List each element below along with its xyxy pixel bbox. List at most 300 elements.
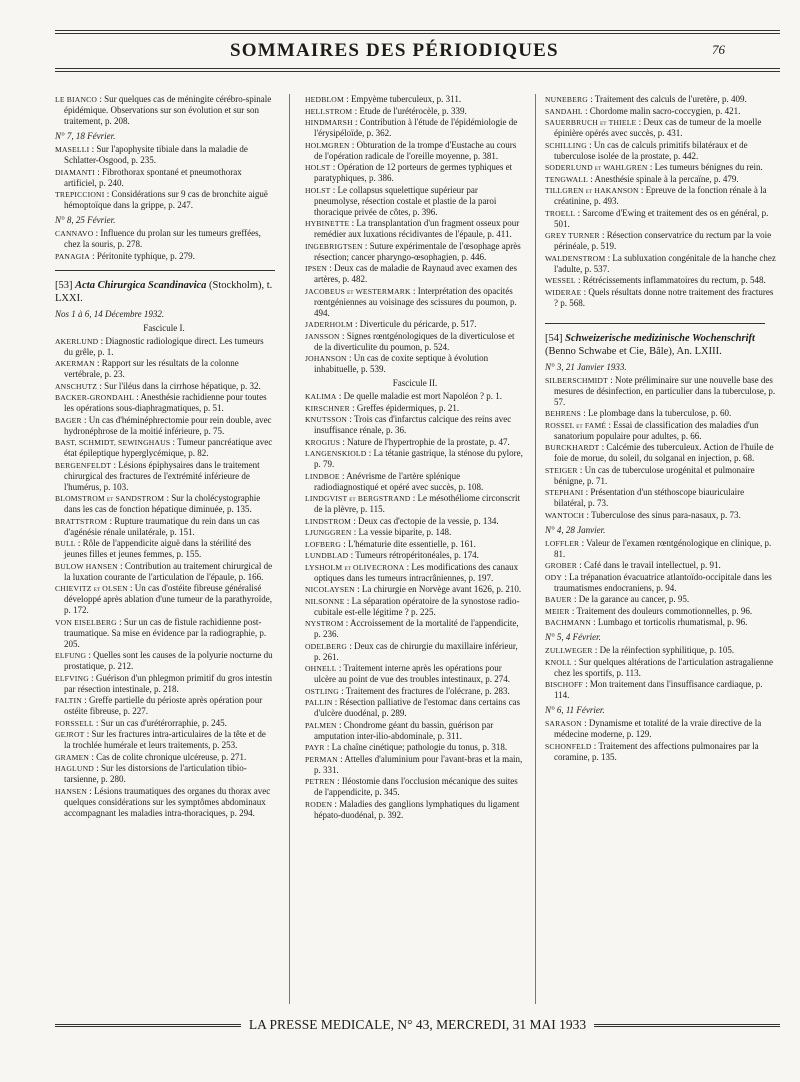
entry-author: ZULLWEGER <box>545 646 593 655</box>
entry <box>545 594 777 605</box>
entry <box>545 657 777 679</box>
entry <box>305 286 525 319</box>
journal-subtitle: (Stockholm), t. LXXI. <box>55 279 273 304</box>
entry-text: : Le collapsus squelettique supérieur par pneumolyse, résection costale et plastie de la paroi thoracique privée de côtes, p. 396. <box>314 184 497 217</box>
entry <box>305 527 525 538</box>
entry-text: : La trépanation évacuatrice atlantoïdo-occipitale dans les traumatismes endocraniens, p. 94. <box>554 571 772 593</box>
entry-author: WALDENSTROM <box>545 253 606 263</box>
entry-text: : Tumeurs rétropéritonéales, p. 174. <box>350 550 479 560</box>
entry-text: : Lésions épiphysaires dans le traitement chirurgical des fractures de l'extrémité inférieure de l'humérus, p. 103. <box>64 459 260 492</box>
entry-text: : Attelles d'aluminium pour l'avant-bras et la main, p. 331. <box>314 753 523 775</box>
entry-text: : Essai de classification des maladies d'un sanatorium populaire pour adultes, p. 66. <box>554 419 759 441</box>
entry-text: : Deux cas de chirurgie du maxillaire inférieur, p. 261. <box>314 640 518 662</box>
entry-author: DIAMANTI <box>55 167 95 177</box>
entry-author: MEIER <box>545 606 570 616</box>
entry-text: : Sur quelques altérations de l'articulation astragalienne chez les sportifs, p. 113. <box>554 656 774 678</box>
entry-author: JOHANSON <box>305 354 347 363</box>
entry-author: BACHMANN <box>545 618 591 627</box>
entry-text: : Lumbago et torticolis rhumatismal, p. 96. <box>593 617 748 627</box>
entry <box>545 679 777 701</box>
entry-author: BULOW HANSEN <box>55 561 118 571</box>
entry-author: LINDBOE <box>305 471 340 481</box>
entry-author: BAGER <box>55 415 82 425</box>
entry-author: LINDSTROM <box>305 516 352 526</box>
entry <box>545 617 777 628</box>
entry-text: : Un cas de coxite septique à évolution inhabituelle, p. 539. <box>314 353 489 374</box>
entry-text: : Sur un cas d'urétérorraphie, p. 245. <box>96 717 227 728</box>
footer-rule-right <box>594 1024 780 1027</box>
entry <box>545 465 777 487</box>
entry-author: KNOLL <box>545 657 572 667</box>
entry-text: : Sur les fractures intra-articulaires de la tête et de la trochlée humérale et leurs traitements, p. 253. <box>64 729 266 750</box>
entry <box>305 391 525 402</box>
entry-text: : Un cas d'héminéphrectomie pour rein double, avec hydronéphrose de la moitié inférieure, p. 75. <box>64 414 272 436</box>
entry-text: : De quelle maladie est mort Napoléon ? p. 1. <box>338 391 503 401</box>
entry <box>305 720 525 742</box>
entry-text: : Sur les distorsions de l'articulation tibio-tarsienne, p. 280. <box>64 763 247 784</box>
entry-author: LYSHOLM et OLIVECRONA <box>305 562 405 572</box>
entry-author: JADERHOLM <box>305 320 353 329</box>
column-rule <box>289 94 290 1004</box>
entry <box>305 776 525 798</box>
entry-text: : Tumeur pancréatique avec état épileptique hyperglycémique, p. 82. <box>64 437 273 458</box>
entry-text: : La subluxation congénitale de la hanche chez l'adulte, p. 537. <box>554 252 776 274</box>
footer-rule-left <box>55 1024 241 1027</box>
entry-author: BLOMSTROM et SANDSTROM <box>55 494 165 503</box>
entry <box>55 695 273 717</box>
entry-author: PANAGIA <box>55 251 90 261</box>
entry-author: FALTIN <box>55 696 82 705</box>
entry-author: WANTOCH <box>545 510 585 520</box>
entry <box>305 550 525 561</box>
entry-author: SILBERSCHMIDT <box>545 375 608 385</box>
entry-author: AKERLUND <box>55 336 99 346</box>
entry-text: : Diagnostic radiologique direct. Les tumeurs du grêle, p. 1. <box>64 335 264 357</box>
entry-author: GRAMEN <box>55 752 90 762</box>
entry-author: MASELLI <box>55 145 90 154</box>
entry-text: : Chondrome géant du bassin, guérison par amputation inter-ilio-abdominale, p. 311. <box>314 719 494 741</box>
entry-text: : Présentation d'un stéthoscope biauriculaire bilatéral, p. 73. <box>554 487 745 508</box>
entry-author: HELLSTROM <box>305 106 353 116</box>
entry-text: : Péritonite typhique, p. 279. <box>92 250 195 261</box>
entry-text: : Cas de colite chronique ulcéreuse, p. 271. <box>91 751 247 762</box>
entry-author: HEDBLOM <box>305 95 344 104</box>
entry-author: LE BIANCO <box>55 95 98 104</box>
entry-text: : Calcémie des tuberculeux. Action de l'huile de foie de morue, du soleil, du solganal en injection, p. 68. <box>554 442 774 463</box>
entry-author: ELFVING <box>55 673 89 683</box>
entry-author: IPSEN <box>305 264 328 273</box>
entry <box>545 208 777 230</box>
issue-date: N° 5, 4 Février. <box>545 632 601 642</box>
entry <box>55 415 273 437</box>
entry <box>305 140 525 162</box>
entry-text: : Influence du prolan sur les tumeurs greffées, chez la souris, p. 278. <box>64 228 261 249</box>
entry-text: : Sur l'iléus dans la cirrhose hépatique, p. 32. <box>99 380 261 391</box>
entry-text: : Greffe partielle du périoste après opération pour ostéite fibreuse, p. 227. <box>64 695 263 716</box>
entry-author: CHIEVITZ et OLSEN <box>55 584 128 593</box>
entry <box>305 241 525 263</box>
entry <box>55 460 273 493</box>
entry-author: TREPICCIONI <box>55 190 105 199</box>
entry-text: : Guérison d'un phlegmon primitif du gros intestin par résection intestinale, p. 218. <box>64 672 272 694</box>
entry-author: CANNAVO <box>55 229 94 238</box>
entry-text: : La chirurgie en Norvège avant 1626, p. 210. <box>357 584 522 594</box>
entry-author: PETREN <box>305 777 335 786</box>
entry <box>545 408 777 419</box>
entry-text: : Tuberculose des sinus para-nasaux, p. 73. <box>586 509 741 520</box>
entry-text: : Accroissement de la mortalité de l'appendicite, p. 236. <box>314 618 519 639</box>
entry-author: PALMEN <box>305 720 337 730</box>
entry-author: ODELBERG <box>305 641 348 651</box>
issue-date: N° 4, 28 Janvier. <box>545 524 606 535</box>
entry-text: : Nature de l'hypertrophie de la prostate, p. 47. <box>342 436 510 447</box>
issue-date: N° 6, 11 Février. <box>545 705 605 715</box>
entry-author: STEPHANI <box>545 488 584 497</box>
entry-author: GROBER <box>545 561 578 570</box>
entry-author: ELFUNG <box>55 651 87 660</box>
entry-author: GREY TURNER <box>545 231 600 240</box>
entry <box>305 641 525 663</box>
entry-text: : Signes rœntgénologiques de la diverticulose et de la diverticulite du poumon, p. 524. <box>314 330 515 352</box>
journal-number: [54] <box>545 332 563 344</box>
entry-author: NUNEBERG <box>545 95 588 104</box>
entry <box>305 539 525 550</box>
entry <box>545 230 777 252</box>
entry <box>545 510 777 521</box>
entry <box>305 437 525 448</box>
entry-author: BEHRENS <box>545 409 581 418</box>
entry <box>55 538 273 560</box>
entry-author: BURCKHARDT <box>545 443 600 452</box>
issue-date: Nos 1 à 6, 14 Décembre 1932. <box>55 308 165 319</box>
entry-text: : Traitement des affections pulmonaires par la coramine, p. 135. <box>554 740 759 762</box>
entry <box>55 516 273 538</box>
entry-author: RODEN <box>305 799 333 809</box>
entry <box>55 493 273 515</box>
footer-text: LA PRESSE MEDICALE, N° 43, MERCREDI, 31 MAI 1933 <box>248 1017 587 1032</box>
entry <box>545 606 777 617</box>
entry-author: LINDGVIST et BERGSTRAND <box>305 494 411 503</box>
entry-author: KALIMA <box>305 392 337 401</box>
entry <box>305 754 525 776</box>
entry-author: PAYR <box>305 743 325 752</box>
entry-text: : Fibrothorax spontané et pneumothorax artificiel, p. 240. <box>64 166 242 188</box>
entry-author: BERGENFELDT <box>55 460 112 470</box>
entry-author: NICOLAYSEN <box>305 585 355 594</box>
entry <box>305 185 525 218</box>
entry <box>55 381 273 392</box>
entry-text: : Les modifications des canaux optiques dans les tumeurs intracrâniennes, p. 197. <box>314 561 519 583</box>
entry <box>305 471 525 493</box>
entry-text: : Deux cas de tumeur de la moelle épinière opérés avec succès, p. 431. <box>554 117 762 138</box>
entry-author: HOLST <box>305 185 331 195</box>
entry <box>305 218 525 240</box>
entry <box>305 618 525 640</box>
entry <box>55 763 273 785</box>
entry <box>545 420 777 442</box>
entry-author: LOFFLER <box>545 538 580 548</box>
entry-author: LOFBERG <box>305 539 341 549</box>
entry <box>55 650 273 672</box>
entry-author: HOLMGREN <box>305 140 350 150</box>
entry-text: : Rétrécissements inflammatoires du rectum, p. 548. <box>577 275 766 285</box>
entry-author: LUNDBLAD <box>305 551 349 560</box>
section-divider <box>545 323 765 324</box>
entry-text: : Diverticule du péricarde, p. 517. <box>355 319 477 329</box>
entry-text: : Sur la cholécystographie dans les cas de fonction hépatique diminuée, p. 135. <box>64 493 261 514</box>
entry-text: : Contribution au traitement chirurgical de la luxation courante de l'articulation de l'épaule, p. 166. <box>64 560 273 582</box>
entry-author: SANDAHL <box>545 106 583 116</box>
entry-author: HINDMARSH <box>305 118 353 127</box>
entry <box>305 106 525 117</box>
entry <box>305 353 525 375</box>
page-title: SOMMAIRES DES PÉRIODIQUES <box>230 40 559 61</box>
entry-author: SCHONFELD <box>545 741 592 751</box>
entry-text: : Anévrisme de l'artère splénique radiodiagnostiqué et opéré avec succès, p. 108. <box>314 470 484 492</box>
entry <box>305 94 525 105</box>
entry-text: : Résection conservatrice du rectum par la voie périnéale, p. 519. <box>554 230 772 251</box>
column-1 <box>55 94 273 819</box>
entry-author: KIRSCHNER <box>305 403 350 413</box>
entry-author: GEJROT <box>55 730 85 739</box>
entry <box>305 448 525 470</box>
entry-author: ROSSEL et FAMÉ <box>545 420 607 430</box>
column-3 <box>545 94 777 763</box>
entry-text: : Rupture traumatique du rein dans un cas d'agénésie rénale unilatérale, p. 151. <box>64 515 260 537</box>
entry <box>305 697 525 719</box>
entry-text: : Obturation de la trompe d'Eustache au cours de l'opération radicale de l'oreille moyenne, p. 381. <box>314 139 517 161</box>
entry-author: BAUER <box>545 595 572 604</box>
entry-text: : Traitement des fractures de l'olécrane, p. 283. <box>341 685 510 696</box>
entry <box>545 162 777 173</box>
issue-date: N° 3, 21 Janvier 1933. <box>545 361 627 372</box>
page-number: 76 <box>712 42 725 57</box>
entry-text: : Sur un cas de fistule rachidienne post-traumatique. Sa mise en évidence par la radiographie, p. 205. <box>64 616 267 649</box>
header-rule <box>55 68 780 69</box>
entry <box>545 287 777 309</box>
entry-author: SARASON <box>545 719 582 728</box>
entry <box>305 663 525 685</box>
entry <box>545 442 777 464</box>
top-rule <box>55 30 780 31</box>
column-2 <box>305 94 525 821</box>
entry <box>545 487 777 509</box>
entry-text: : Greffes épidermiques, p. 21. <box>352 402 460 413</box>
entry <box>545 538 777 560</box>
entry-text: : Trois cas d'infarctus calcique des reins avec insuffisance rénale, p. 36. <box>314 414 512 435</box>
entry-text: : La séparation opératoire de la synostose radio-cubitale est-elle légitime ? p. 225. <box>314 595 520 617</box>
entry-author: SAUERBRUCH et THIELE <box>545 118 637 127</box>
entry-author: BAST, SCHMIDT, SEWINGHAUS <box>55 438 171 447</box>
entry-author: KNUTSSON <box>305 415 348 424</box>
entry <box>55 94 273 127</box>
entry-text: : Chordome malin sacro-coccygien, p. 421. <box>584 105 741 116</box>
entry <box>305 584 525 595</box>
entry-text: : Quelles sont les causes de la polyurie nocturne du prostatique, p. 212. <box>64 650 273 671</box>
entry-author: SODERLUND et WAHLGREN <box>545 163 648 172</box>
entry-text: : Rôle de l'appendicite aiguë dans la stérilité des jeunes filles et jeunes femmes, p. 155. <box>64 538 251 559</box>
entry <box>305 331 525 353</box>
entry-text: : Etude de l'urétérocèle, p. 339. <box>354 105 467 116</box>
entry-text: : La vessie biparite, p. 148. <box>353 527 452 537</box>
entry-text: : Anesthésie rachidienne pour toutes les opérations sous-diaphragmatiques, p. 51. <box>64 392 267 413</box>
entry <box>305 403 525 414</box>
header-rule-inner <box>55 71 780 72</box>
entry-text: : Lésions traumatiques des organes du thorax avec quelques considérations sur les symptômes abdominaux accompagnant les maladies intra-thoraciques, p. 294. <box>64 785 271 818</box>
entry-text: : Un cas d'ostéite fibreuse généralisé développé après ablation d'une tumeur de la parathyroïde, p. 172. <box>64 583 273 615</box>
entry <box>55 729 273 751</box>
entry <box>55 228 273 250</box>
entry-text: : Le mésothéliome circonscrit de la plèvre, p. 115. <box>314 493 520 514</box>
entry-text: : Café dans le travail intellectuel, p. 91. <box>579 560 721 570</box>
entry <box>55 358 273 380</box>
entry-author: BRATTSTROM <box>55 516 108 526</box>
journal-title: Acta Chirurgica Scandinavica <box>75 279 207 291</box>
entry <box>545 185 777 207</box>
issue-date: N° 8, 25 Février. <box>55 215 116 225</box>
page-footer <box>55 1017 780 1033</box>
entry-author: WESSEL <box>545 276 576 285</box>
entry-text: : Valeur de l'examen rœntgénologique en clinique, p. 81. <box>554 537 772 559</box>
entry-text: : Sur l'apophysite tibiale dans la maladie de Schlatter-Osgood, p. 235. <box>64 144 248 165</box>
journal-number: [53] <box>55 279 73 291</box>
entry-text: : Un cas de tuberculose urogénital et pulmonaire bénigne, p. 71. <box>554 464 755 486</box>
entry <box>55 167 273 189</box>
entry-text: : Empyème tuberculeux, p. 311. <box>346 94 462 104</box>
entry <box>305 596 525 618</box>
entry <box>55 673 273 695</box>
entry <box>55 437 273 459</box>
top-rule-inner <box>55 33 780 34</box>
entry-author: PALLIN <box>305 698 333 707</box>
entry-text: : De la réinfection syphilitique, p. 105. <box>594 645 735 655</box>
entry-text: : Les tumeurs bénignes du rein. <box>649 162 763 172</box>
entry-text: : Contribution à l'étude de l'épidémiologie de l'érysipéloïde, p. 362. <box>314 117 518 138</box>
entry <box>55 392 273 414</box>
entry-text: : La transplantation d'un fragment osseux pour remédier aux luxations récidivantes de l'épaule, p. 411. <box>314 218 520 239</box>
entry-author: ANSCHUTZ <box>55 381 98 391</box>
journal-subtitle: (Benno Schwabe et Cie, Bâle), An. LXIII. <box>545 345 722 357</box>
entry-author: AKERMAN <box>55 359 95 368</box>
entry <box>305 414 525 436</box>
entry <box>305 742 525 753</box>
entry <box>55 251 273 262</box>
entry-text: : La chaîne cinétique; pathologie du tonus, p. 318. <box>326 742 508 752</box>
journal-heading <box>55 279 273 305</box>
entry-author: BULL <box>55 539 76 548</box>
entry-author: OHNELL <box>305 664 337 673</box>
entry-text: : Maladies des ganglions lymphatiques du ligament hépato-duodénal, p. 392. <box>314 798 520 820</box>
entry <box>545 572 777 594</box>
entry-text: : Un cas de calculs primitifs bilatéraux et de tuberculose isolée de la prostate, p. 442. <box>554 139 748 161</box>
entry-author: HOLST <box>305 163 331 172</box>
entry-author: HAGLUND <box>55 764 94 773</box>
entry <box>545 375 777 408</box>
entry-author: NYSTROM <box>305 619 344 628</box>
entry <box>305 263 525 285</box>
entry-text: : Interprétation des opacités rœntgéniennes au voisinage des scissures du poumon, p. 494. <box>314 285 517 318</box>
entry-author: PERMAN <box>305 754 338 764</box>
entry-text: : Traitement des calculs de l'uretère, p. 409. <box>590 94 747 104</box>
entry <box>305 686 525 697</box>
issue-date: N° 7, 18 Février. <box>55 131 116 141</box>
entry-author: HANSEN <box>55 786 87 796</box>
entry-text: : Deux cas d'ectopie de la vessie, p. 134. <box>353 515 499 526</box>
entry <box>545 645 777 656</box>
entry-text: : Anesthésie spinale à la percaïne, p. 479. <box>590 173 739 184</box>
entry <box>55 144 273 166</box>
entry-author: JANSSON <box>305 331 340 341</box>
entry-text: : Deux cas de maladie de Raynaud avec examen des artères, p. 482. <box>314 263 518 284</box>
entry-text: : Suture expérimentale de l'œsophage après résection; cancer pharyngo-œsophagien, p. 446. <box>314 240 521 262</box>
entry-author: TROELL <box>545 208 576 218</box>
entry <box>545 253 777 275</box>
entry-author: BACKER-GRONDAHL <box>55 393 134 402</box>
entry-author: VON EISELBERG <box>55 617 117 627</box>
entry-text: : Opération de 12 porteurs de germes typhiques et paratyphiques, p. 386. <box>314 162 513 183</box>
entry-text: : Sarcome d'Ewing et traitement des os en général, p. 501. <box>554 207 769 229</box>
journal-heading <box>545 332 777 358</box>
entry <box>55 718 273 729</box>
entry <box>545 275 777 286</box>
entry <box>305 117 525 139</box>
entry-text: : La tétanie gastrique, la sténose du pylore, p. 79. <box>314 448 523 469</box>
entry <box>55 617 273 650</box>
entry-author: OSTLING <box>305 686 339 696</box>
entry <box>305 516 525 527</box>
fascicle-heading: Fascicule II. <box>392 378 438 388</box>
entry-text: : Rapport sur les résultats de la colonne vertébrale, p. 23. <box>64 358 239 379</box>
entry-text: : L'hématurie dite essentielle, p. 161. <box>343 538 476 549</box>
entry-text: : De la garance au cancer, p. 95. <box>574 594 690 604</box>
entry-text: : Résection palliative de l'estomac dans certains cas d'ulcère duodénal, p. 289. <box>314 697 521 718</box>
entry <box>55 561 273 583</box>
journal-title: Schweizerische medizinische Wochenschrift <box>565 332 755 344</box>
entry <box>545 117 777 139</box>
fascicle-heading: Fascicule I. <box>143 322 185 333</box>
entry <box>305 493 525 515</box>
entry-text: : Mon traitement dans l'insuffisance cardiaque, p. 114. <box>554 679 763 700</box>
entry-author: LANGENSKIOLD <box>305 449 367 458</box>
entry-text: : Traitement interne après les opérations pour ulcère au point de vue des troubles intestinaux, p. 274. <box>314 663 510 684</box>
entry-author: HYBINETTE <box>305 219 350 228</box>
entry-author: NILSONNE <box>305 596 345 606</box>
entry-text: : Dynamisme et totalité de la vraie directive de la médecine moderne, p. 129. <box>554 718 762 739</box>
entry <box>305 799 525 821</box>
entry-author: STEIGER <box>545 465 578 475</box>
entry-author: BISCHOFF <box>545 680 583 689</box>
entry-author: ODY <box>545 572 563 582</box>
entry-text: : Quels résultats donne notre traitement des fractures ? p. 568. <box>554 286 774 308</box>
entry-author: LJUNGGREN <box>305 528 352 537</box>
entry <box>305 562 525 584</box>
entry <box>55 336 273 358</box>
entry-author: FORSSELL <box>55 718 94 728</box>
column-rule <box>535 94 536 1004</box>
entry <box>545 560 777 571</box>
entry <box>545 741 777 763</box>
entry <box>545 140 777 162</box>
entry-text: : Considérations sur 9 cas de bronchite aiguë hémoptoïque dans la grippe, p. 247. <box>64 189 268 210</box>
entry-author: INGEBRIGTSEN <box>305 241 363 251</box>
entry <box>545 718 777 740</box>
entry-author: TENGWALL <box>545 174 588 184</box>
entry-text: : Epreuve de la fonction rénale à la créatinine, p. 493. <box>554 185 767 206</box>
entry <box>55 583 273 616</box>
entry-text: : Note préliminaire sur une nouvelle base des mesures de désinfection, en particulier dans la tuberculose, p. 57. <box>554 374 776 407</box>
entry <box>545 106 777 117</box>
entry-author: JACOBEUS et WESTERMARK <box>305 286 411 296</box>
